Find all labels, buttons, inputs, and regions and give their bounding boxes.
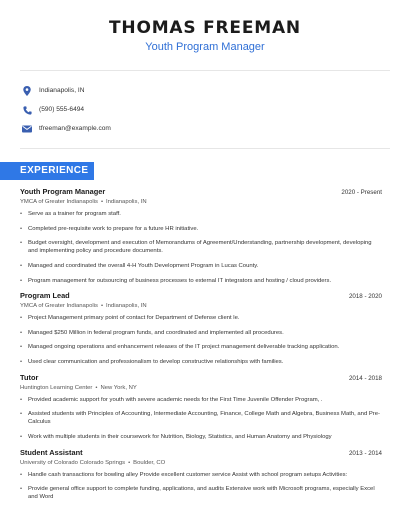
bullet-separator: • bbox=[100, 303, 103, 310]
bullet-icon: • bbox=[20, 315, 23, 322]
job-bullets bbox=[20, 314, 382, 366]
contact-location-text: Indianapolis, IN bbox=[39, 87, 85, 94]
job-bullet bbox=[20, 485, 382, 501]
bullet-icon: • bbox=[20, 262, 23, 269]
job-title: Student Assistant bbox=[20, 447, 83, 457]
contact-phone-link[interactable]: (590) 555-6494 bbox=[39, 106, 85, 113]
job-dates: 2014 - 2018 bbox=[348, 374, 382, 382]
job-bullet-text: Managed $250 Million in federal program funds, and coordinated and implemented all procedures. bbox=[28, 329, 284, 336]
bullet-separator: • bbox=[100, 199, 103, 205]
job-bullet-text: Program management for outsourcing of business processes to external IT integrators and hosting / cloud providers. bbox=[28, 277, 332, 284]
bullet-icon: • bbox=[20, 486, 23, 493]
job-bullet bbox=[20, 210, 382, 218]
job-organization-line bbox=[20, 384, 382, 392]
bullet-icon: • bbox=[20, 211, 23, 217]
location-pin-icon bbox=[22, 86, 32, 96]
divider bbox=[20, 148, 390, 149]
job-dates: 2013 - 2014 bbox=[348, 449, 382, 457]
job-organization: YMCA of Greater Indianapolis bbox=[20, 199, 98, 205]
job-location: Indianapolis, IN bbox=[106, 303, 147, 310]
contact-email-link[interactable]: tfreeman@example.com bbox=[39, 125, 111, 132]
job-organization-line bbox=[20, 302, 382, 310]
job-location: New York, NY bbox=[100, 384, 137, 391]
job-bullet-text: Work with multiple students in their coursework for Nutrition, Biology, Statistics, and Human Anatomy and Physiology bbox=[28, 433, 332, 440]
job-bullet-text: Provided academic support for youth with severe academic needs for the First Time Juvenile Offender Program, . bbox=[28, 396, 323, 403]
contact-email bbox=[22, 120, 382, 138]
bullet-icon: • bbox=[20, 344, 23, 351]
job-entry bbox=[20, 291, 382, 366]
job-entry bbox=[20, 187, 382, 285]
job-bullet bbox=[20, 225, 382, 233]
contact-phone bbox=[22, 101, 382, 119]
job-bullets bbox=[20, 396, 382, 442]
job-title: Youth Program Manager bbox=[20, 187, 106, 196]
job-organization: YMCA of Greater Indianapolis bbox=[20, 303, 98, 310]
job-bullet bbox=[20, 433, 382, 441]
job-title: Program Lead bbox=[20, 291, 70, 301]
experience-list bbox=[20, 187, 382, 508]
bullet-icon: • bbox=[20, 396, 23, 403]
job-bullets bbox=[20, 471, 382, 502]
contact-info bbox=[22, 82, 382, 139]
job-bullets bbox=[20, 210, 382, 285]
job-bullet-text: Provide general office support to complete funding, applications, and audits Extensive work with Microsoft programs, especially Excel and Word bbox=[28, 486, 375, 501]
divider bbox=[20, 70, 390, 71]
job-entry bbox=[20, 373, 382, 442]
bullet-icon: • bbox=[20, 277, 23, 284]
job-entry bbox=[20, 448, 382, 502]
job-bullet bbox=[20, 314, 382, 322]
job-organization: Huntington Learning Center bbox=[20, 384, 93, 391]
envelope-icon bbox=[22, 124, 32, 134]
job-bullet-text: Used clear communication and professionalism to develop constructive relationships with families. bbox=[28, 358, 284, 365]
job-header bbox=[20, 448, 382, 458]
job-bullet-text: Assisted students with Principles of Accounting, Intermediate Accounting, Finance, College Math and Algebra, Business Math, and Pre-Calculus bbox=[28, 411, 380, 426]
job-bullet bbox=[20, 329, 382, 337]
bullet-separator: • bbox=[128, 459, 131, 466]
job-bullet-text: Serve as a trainer for program staff. bbox=[28, 211, 121, 217]
job-dates: 2018 - 2020 bbox=[348, 293, 382, 301]
job-dates: 2020 - Present bbox=[341, 189, 382, 196]
job-bullet bbox=[20, 262, 382, 270]
job-bullet-text: Budget oversight, development and execution of Memorandums of Agreement/Understanding, partnership development, developing and implementing policy and procedure documents. bbox=[28, 240, 372, 255]
job-header bbox=[20, 373, 382, 383]
job-organization-line bbox=[20, 198, 382, 206]
bullet-icon: • bbox=[20, 471, 23, 478]
experience-section-header bbox=[0, 162, 94, 180]
job-bullet-text: Project Management primary point of contact for Department of Defense client le. bbox=[28, 315, 240, 322]
job-organization: University of Colorado Colorado Springs bbox=[20, 459, 126, 466]
job-bullet-text: Managed ongoing operations and enhancement releases of the IT project management deliverable tracking application. bbox=[28, 344, 340, 351]
job-bullet-text: Completed pre-requisite work to prepare for a future HR initiative. bbox=[28, 225, 199, 232]
job-title: Tutor bbox=[20, 372, 39, 382]
bullet-icon: • bbox=[20, 411, 23, 418]
job-location: Indianapolis, IN bbox=[106, 199, 147, 205]
job-bullet bbox=[20, 239, 382, 255]
job-bullet bbox=[20, 277, 382, 285]
bullet-icon: • bbox=[20, 225, 23, 232]
job-bullet bbox=[20, 358, 382, 366]
job-organization-line bbox=[20, 459, 382, 467]
bullet-icon: • bbox=[20, 240, 23, 247]
candidate-title: Youth Program Manager bbox=[145, 41, 265, 53]
job-bullet-text: Managed and coordinated the overall 4-H Youth Development Program in Lucas County. bbox=[28, 262, 259, 269]
job-bullet bbox=[20, 343, 382, 351]
resume-header bbox=[0, 0, 410, 54]
bullet-icon: • bbox=[20, 329, 23, 336]
contact-location bbox=[22, 82, 382, 100]
bullet-icon: • bbox=[20, 433, 23, 440]
job-bullet-text: Handle cash transactions for bowling alley Provide excellent customer service Assist with school program setups Activities: bbox=[28, 471, 348, 478]
job-bullet bbox=[20, 396, 382, 404]
experience-heading: EXPERIENCE bbox=[20, 165, 89, 176]
phone-icon bbox=[22, 105, 32, 115]
bullet-separator: • bbox=[95, 384, 98, 391]
bullet-icon: • bbox=[20, 358, 23, 365]
job-bullet bbox=[20, 471, 382, 479]
job-header bbox=[20, 187, 382, 197]
job-location: Boulder, CO bbox=[133, 459, 166, 466]
job-bullet bbox=[20, 410, 382, 426]
candidate-name: THOMAS FREEMAN bbox=[109, 18, 301, 38]
job-header bbox=[20, 291, 382, 301]
